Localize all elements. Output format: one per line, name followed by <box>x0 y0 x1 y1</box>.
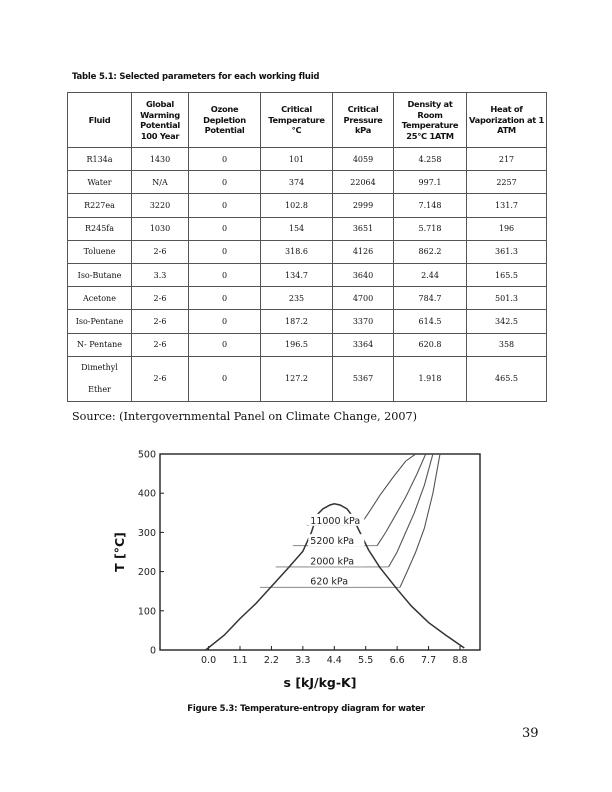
x-tick-label: 3.3 <box>295 655 311 666</box>
table-cell: 101 <box>261 148 333 171</box>
table-cell: 5367 <box>333 356 394 401</box>
table-cell: 342.5 <box>467 310 547 333</box>
table-cell: 3.3 <box>132 263 189 286</box>
table-cell: 620.8 <box>394 333 467 356</box>
x-tick-label: 7.7 <box>421 655 437 666</box>
table-row <box>68 148 547 171</box>
table-cell: 374 <box>261 171 333 194</box>
table-cell: 465.5 <box>467 356 547 401</box>
table-cell: 2-6 <box>132 356 189 401</box>
table-cell: 0 <box>189 356 261 401</box>
pressure-annotation: 11000 kPa <box>310 515 361 527</box>
table-cell: N/A <box>132 171 189 194</box>
table-cell: 7.148 <box>394 194 467 217</box>
x-tick-label: 0.0 <box>201 655 217 666</box>
fluid-name-cell: Acetone <box>68 287 132 310</box>
plot-frame <box>160 454 480 650</box>
table-row <box>68 310 547 333</box>
page-number: 39 <box>522 726 539 741</box>
x-tick-label: 5.5 <box>358 655 374 666</box>
table-cell: 3364 <box>333 333 394 356</box>
table-cell: 3651 <box>333 217 394 240</box>
pressure-annotation: 620 kPa <box>310 576 349 588</box>
x-tick-label: 8.8 <box>452 655 468 666</box>
table-cell: 165.5 <box>467 263 547 286</box>
table-row <box>68 194 547 217</box>
fluid-name-cell: Iso-Pentane <box>68 310 132 333</box>
table-cell: 0 <box>189 217 261 240</box>
pressure-annotation: 2000 kPa <box>310 556 355 568</box>
x-tick-label: 1.1 <box>232 655 248 666</box>
column-header: Density at Room Temperature 25°C 1ATM <box>394 93 467 148</box>
table-cell: 2257 <box>467 171 547 194</box>
table-cell: 2-6 <box>132 287 189 310</box>
figure-caption: Figure 5.3: Temperature-entropy diagram for water <box>187 704 425 714</box>
table-row <box>68 333 547 356</box>
column-header: Global Warming Potential 100 Year <box>132 93 189 148</box>
table-cell: 1030 <box>132 217 189 240</box>
table-cell: 0 <box>189 240 261 263</box>
table-cell: 0 <box>189 310 261 333</box>
fluid-name-cell: R134a <box>68 148 132 171</box>
fluid-name-cell: R245fa <box>68 217 132 240</box>
column-header: Ozone Depletion Potential <box>189 93 261 148</box>
source-citation: Source: (Intergovernmental Panel on Climate Change, 2007) <box>72 410 417 423</box>
column-header: Critical Temperature °C <box>261 93 333 148</box>
table-row <box>68 263 547 286</box>
table-cell: 22064 <box>333 171 394 194</box>
table-cell: 196 <box>467 217 547 240</box>
table-cell: 0 <box>189 333 261 356</box>
table-cell: 187.2 <box>261 310 333 333</box>
table-cell: 0 <box>189 148 261 171</box>
table-cell: 4059 <box>333 148 394 171</box>
fluid-name-cell <box>68 356 132 401</box>
table-cell: 1430 <box>132 148 189 171</box>
table-cell: 102.8 <box>261 194 333 217</box>
isobar-curve <box>360 454 416 525</box>
y-tick-label: 100 <box>137 606 156 618</box>
table-cell: 2-6 <box>132 240 189 263</box>
y-tick-label: 200 <box>137 567 156 579</box>
table-cell: 127.2 <box>261 356 333 401</box>
fluid-name-text: Dimethyl Ether <box>81 362 118 394</box>
table-cell: 4.258 <box>394 148 467 171</box>
table-cell: 196.5 <box>261 333 333 356</box>
table-cell: 1.918 <box>394 356 467 401</box>
x-axis-label: s [kJ/kg-K] <box>283 675 357 690</box>
table-cell: 154 <box>261 217 333 240</box>
table-cell: 2999 <box>333 194 394 217</box>
table-cell: 0 <box>189 171 261 194</box>
table-cell: 2-6 <box>132 333 189 356</box>
isobar-curve <box>389 454 433 567</box>
table-header-row <box>68 93 547 148</box>
fluid-name-cell: Water <box>68 171 132 194</box>
table-cell: 501.3 <box>467 287 547 310</box>
table-caption: Table 5.1: Selected parameters for each working fluid <box>72 72 320 82</box>
x-tick-label: 6.6 <box>389 655 405 666</box>
table-cell: 2-6 <box>132 310 189 333</box>
x-tick-label: 4.4 <box>326 655 342 666</box>
table-cell: 217 <box>467 148 547 171</box>
y-axis-label: T [°C] <box>112 532 127 572</box>
table-row <box>68 356 547 401</box>
parameters-table <box>67 92 547 402</box>
table-row <box>68 240 547 263</box>
table-cell: 3370 <box>333 310 394 333</box>
table-cell: 0 <box>189 287 261 310</box>
table-row <box>68 287 547 310</box>
table-cell: 131.7 <box>467 194 547 217</box>
table-cell: 997.1 <box>394 171 467 194</box>
y-tick-label: 400 <box>137 488 156 500</box>
column-header: Heat of Vaporization at 1 ATM <box>467 93 547 148</box>
table-cell: 358 <box>467 333 547 356</box>
table-cell: 235 <box>261 287 333 310</box>
y-tick-label: 300 <box>137 527 156 539</box>
pressure-annotation: 5200 kPa <box>310 536 355 548</box>
table-cell: 134.7 <box>261 263 333 286</box>
table-cell: 4700 <box>333 287 394 310</box>
column-header: Fluid <box>68 93 132 148</box>
temperature-entropy-chart <box>108 440 488 698</box>
table-body <box>68 148 547 402</box>
fluid-name-cell: Toluene <box>68 240 132 263</box>
table-cell: 0 <box>189 194 261 217</box>
table-cell: 784.7 <box>394 287 467 310</box>
table-cell: 4126 <box>333 240 394 263</box>
y-tick-label: 500 <box>137 449 156 461</box>
table-cell: 3640 <box>333 263 394 286</box>
fluid-name-cell: R227ea <box>68 194 132 217</box>
table-cell: 0 <box>189 263 261 286</box>
table-cell: 862.2 <box>394 240 467 263</box>
x-tick-label: 2.2 <box>263 655 279 666</box>
column-header: Critical Pressure kPa <box>333 93 394 148</box>
table-cell: 3220 <box>132 194 189 217</box>
table-row <box>68 171 547 194</box>
table-cell: 361.3 <box>467 240 547 263</box>
table-cell: 614.5 <box>394 310 467 333</box>
fluid-name-cell: N- Pentane <box>68 333 132 356</box>
table-cell: 318.6 <box>261 240 333 263</box>
table-row <box>68 217 547 240</box>
y-tick-label: 0 <box>149 645 156 657</box>
table-cell: 2.44 <box>394 263 467 286</box>
fluid-name-cell: Iso-Butane <box>68 263 132 286</box>
table-cell: 5.718 <box>394 217 467 240</box>
isobar-curve <box>377 454 426 546</box>
isobar-curve <box>400 454 440 587</box>
